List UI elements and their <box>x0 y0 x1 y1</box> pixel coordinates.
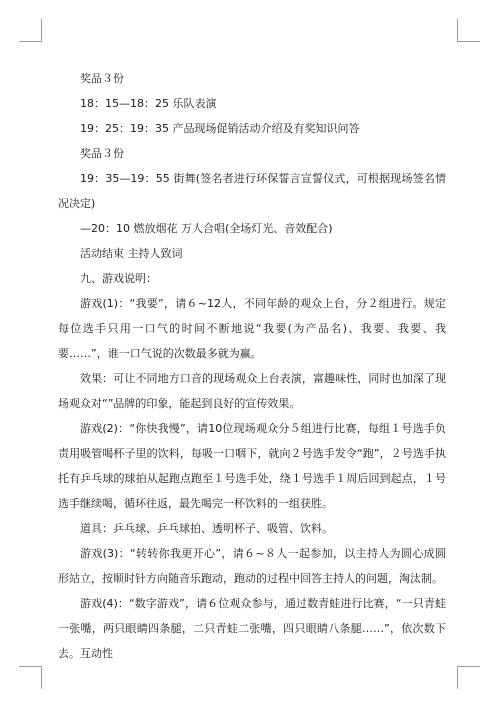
paragraph: 道具：乒乓球、乒乓球拍、透明杯子、吸管、饮料。 <box>80 522 333 535</box>
paragraph: 游戏(1)：“我要”，请６~12人，不同年龄的观众上台，分２组进行。规定每位选手只用一口气的时间不断地说“我要(为产品名)、我要、我要、我要……”，谁一口气说的次数最多就为赢。 <box>58 297 446 360</box>
paragraph: 奖品３份 <box>80 147 124 160</box>
crop-mark-top-left <box>19 19 42 42</box>
paragraph: 奖品３份 <box>80 72 124 85</box>
paragraph: 活动结束 主持人致词 <box>80 247 183 260</box>
paragraph: 18：15—18：25 乐队表演 <box>80 97 217 110</box>
paragraph: 19：25：19：35 产品现场促销活动介绍及有奖知识问答 <box>80 122 360 135</box>
document-body <box>58 66 446 666</box>
crop-mark-bottom-left <box>19 666 42 689</box>
paragraph: 游戏(3)：“转转你我更开心”，请６~８人一起参加，以主持人为圆心成圆形站立，按顺时针方向随音乐跑动，跑动的过程中回答主持人的问题，淘汰制。 <box>58 547 446 585</box>
paragraph: 效果：可让不同地方口音的现场观众上台表演，富趣味性，同时也加深了现场观众对“”品牌的印象，能起到良好的宣传效果。 <box>58 372 446 410</box>
crop-mark-bottom-right <box>457 666 480 689</box>
paragraph: 19：35—19：55 街舞(签名者进行环保誓言宣誓仪式，可根据现场签名情况决定) <box>58 172 446 210</box>
crop-mark-top-right <box>457 19 480 42</box>
paragraph: 游戏(2)：“你快我慢”，请10位现场观众分５组进行比赛，每组１号选手负责用吸管喝杯子里的饮料，每吸一口咽下，就向２号选手发令“跑”，２号选手执托有乒乓球的球拍从起跑点跑至１号选手处，绕１号选手１周后回到起点，１号选手继续喝，循环往返，最先喝完一杯饮料的一组获胜。 <box>58 422 446 510</box>
paragraph: —20：10 燃放烟花 万人合唱(全场灯光、音效配合) <box>80 222 333 235</box>
section-heading: 九、游戏说明： <box>80 272 157 285</box>
paragraph: 游戏(4)：“数字游戏”，请６位观众参与，通过数青蛙进行比赛，“一只青蛙一张嘴，两只眼睛四条腿，二只青蛙二张嘴，四只眼睛八条腿……”，依次数下去。互动性 <box>58 597 446 660</box>
